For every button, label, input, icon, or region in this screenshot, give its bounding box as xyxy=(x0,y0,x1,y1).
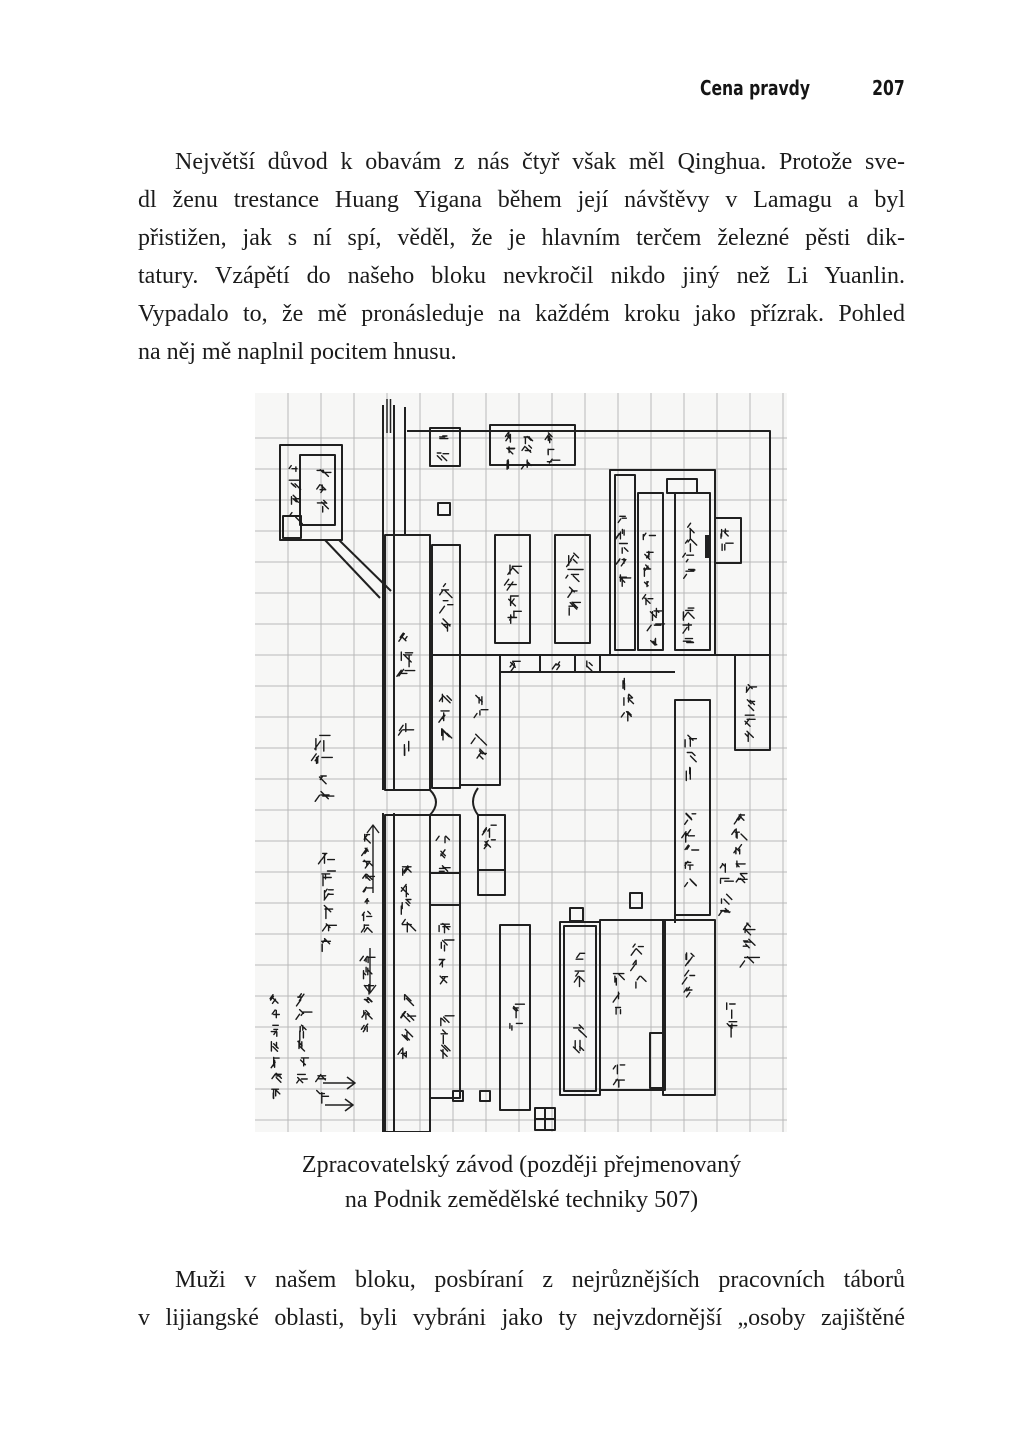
figure-caption xyxy=(138,1148,905,1218)
text-line: v lijiangské oblasti, byli vybráni jako ty nejvzdornější „osoby zajištěné xyxy=(138,1305,905,1331)
text-line: Muži v našem bloku, posbíraní z nejrůznějších pracovních táborů xyxy=(175,1267,905,1293)
caption-line: na Podnik zemědělské techniky 507) xyxy=(344,1187,699,1213)
text-line: přistižen, jak s ní spí, věděl, že je hlavním terčem železné pěsti dik- xyxy=(138,225,905,251)
caption-line: Zpracovatelský závod (později přejmenovaný xyxy=(301,1152,742,1178)
text-line: Největší důvod k obavám z nás čtyř však měl Qinghua. Protože sve- xyxy=(175,149,905,175)
running-header-title: Cena pravdy xyxy=(700,76,810,100)
site-plan-figure xyxy=(255,393,787,1132)
text-line: tatury. Vzápětí do našeho bloku nevkročil nikdo jiný než Li Yuanlin. xyxy=(138,263,905,289)
paragraph-1 xyxy=(138,143,905,371)
text-line: dl ženu trestance Huang Yigana během její návštěvy v Lamagu a byl xyxy=(138,187,905,213)
page-number: 207 xyxy=(872,76,905,100)
site-plan-drawing xyxy=(255,393,787,1132)
text-line: Vypadalo to, že mě pronásleduje na každém kroku jako přízrak. Pohled xyxy=(138,301,905,327)
text-line: na něj mě naplnil pocitem hnusu. xyxy=(138,339,457,365)
paragraph-2 xyxy=(138,1261,905,1337)
